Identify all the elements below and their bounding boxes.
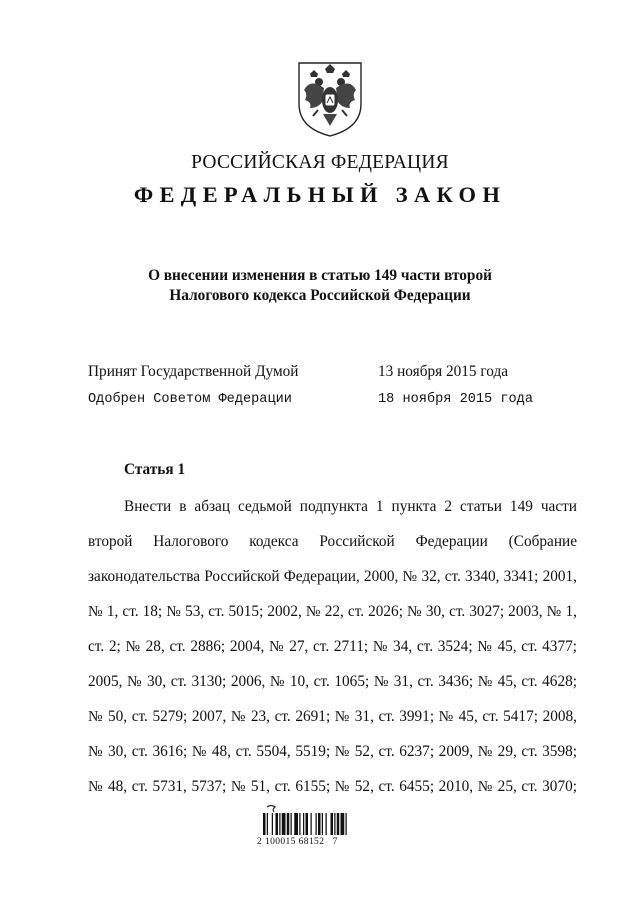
barcode-bar bbox=[316, 813, 317, 835]
barcode-bar bbox=[291, 813, 292, 835]
article-text-line: законодательства Российской Федерации, 2000, № 32, ст. 3340, 3341; 2001, bbox=[88, 568, 577, 585]
barcode-bar bbox=[322, 813, 323, 835]
barcode-bar bbox=[306, 813, 309, 835]
barcode-bar bbox=[303, 813, 304, 835]
barcode-bar bbox=[346, 813, 347, 835]
barcode-bar bbox=[263, 813, 266, 835]
article-text-line: второй Налогового кодекса Российской Федерации (Собрание bbox=[88, 533, 577, 550]
article-text-line: № 30, ст. 3616; № 48, ст. 5504, 5519; № 52, ст. 6237; 2009, № 29, ст. 3598; bbox=[88, 743, 577, 760]
barcode-bar bbox=[311, 813, 312, 835]
law-subject-line-2: Налогового кодекса Российской Федерации bbox=[169, 287, 471, 304]
article-text-line: Внести в абзац седьмой подпункта 1 пункта 2 статьи 149 части bbox=[124, 498, 577, 515]
russian-coat-of-arms-icon bbox=[296, 60, 364, 138]
law-subject bbox=[0, 266, 640, 306]
duma-adoption-label: Принят Государственной Думой bbox=[88, 363, 299, 380]
barcode-bar bbox=[326, 813, 327, 835]
barcode-bar bbox=[294, 813, 298, 835]
barcode-bar bbox=[267, 813, 268, 835]
barcode-bar bbox=[299, 813, 300, 835]
barcode-bar bbox=[318, 813, 321, 835]
article-text-line: 2005, № 30, ст. 3130; 2006, № 10, ст. 1065; № 31, ст. 3436; № 45, ст. 4628; bbox=[88, 673, 577, 690]
article-text-line: № 48, ст. 5731, 5737; № 51, ст. 6155; № 52, ст. 6455; 2010, № 25, ст. 3070; bbox=[88, 778, 577, 795]
barcode-bar bbox=[287, 813, 290, 835]
barcode-bar bbox=[337, 813, 340, 835]
barcode-bar bbox=[341, 813, 345, 835]
law-title: ФЕДЕРАЛЬНЫЙ ЗАКОН bbox=[133, 182, 507, 207]
article-heading: Статья 1 bbox=[124, 461, 186, 478]
barcode-bar bbox=[276, 813, 279, 835]
barcode-bar bbox=[279, 813, 280, 835]
article-text-line: № 1, ст. 18; № 53, ст. 5015; 2002, № 22, ст. 2026; № 30, ст. 3027; 2003, № 1, bbox=[88, 603, 577, 620]
barcode-bar bbox=[272, 813, 273, 835]
barcode-bar bbox=[282, 813, 286, 835]
barcode-icon bbox=[257, 803, 379, 855]
barcode-number: 2 100015 68152 7 bbox=[257, 837, 338, 847]
law-subject-line-1: О внесении изменения в статью 149 части второй bbox=[148, 267, 492, 284]
barcode-bar bbox=[334, 813, 335, 835]
article-text-line: № 50, ст. 5279; 2007, № 23, ст. 2691; № 31, ст. 3991; № 45, ст. 5417; 2008, bbox=[88, 708, 577, 725]
council-approval-date: 18 ноября 2015 года bbox=[378, 392, 533, 407]
article-text-line: ст. 2; № 28, ст. 2886; 2004, № 27, ст. 2711; № 34, ст. 3524; № 45, ст. 4377; bbox=[88, 638, 577, 655]
duma-adoption-date: 13 ноября 2015 года bbox=[378, 363, 509, 380]
council-approval-label: Одобрен Советом Федерации bbox=[88, 392, 292, 407]
barcode-bar bbox=[331, 813, 334, 835]
federation-heading: РОССИЙСКАЯ ФЕДЕРАЦИЯ bbox=[191, 152, 449, 173]
